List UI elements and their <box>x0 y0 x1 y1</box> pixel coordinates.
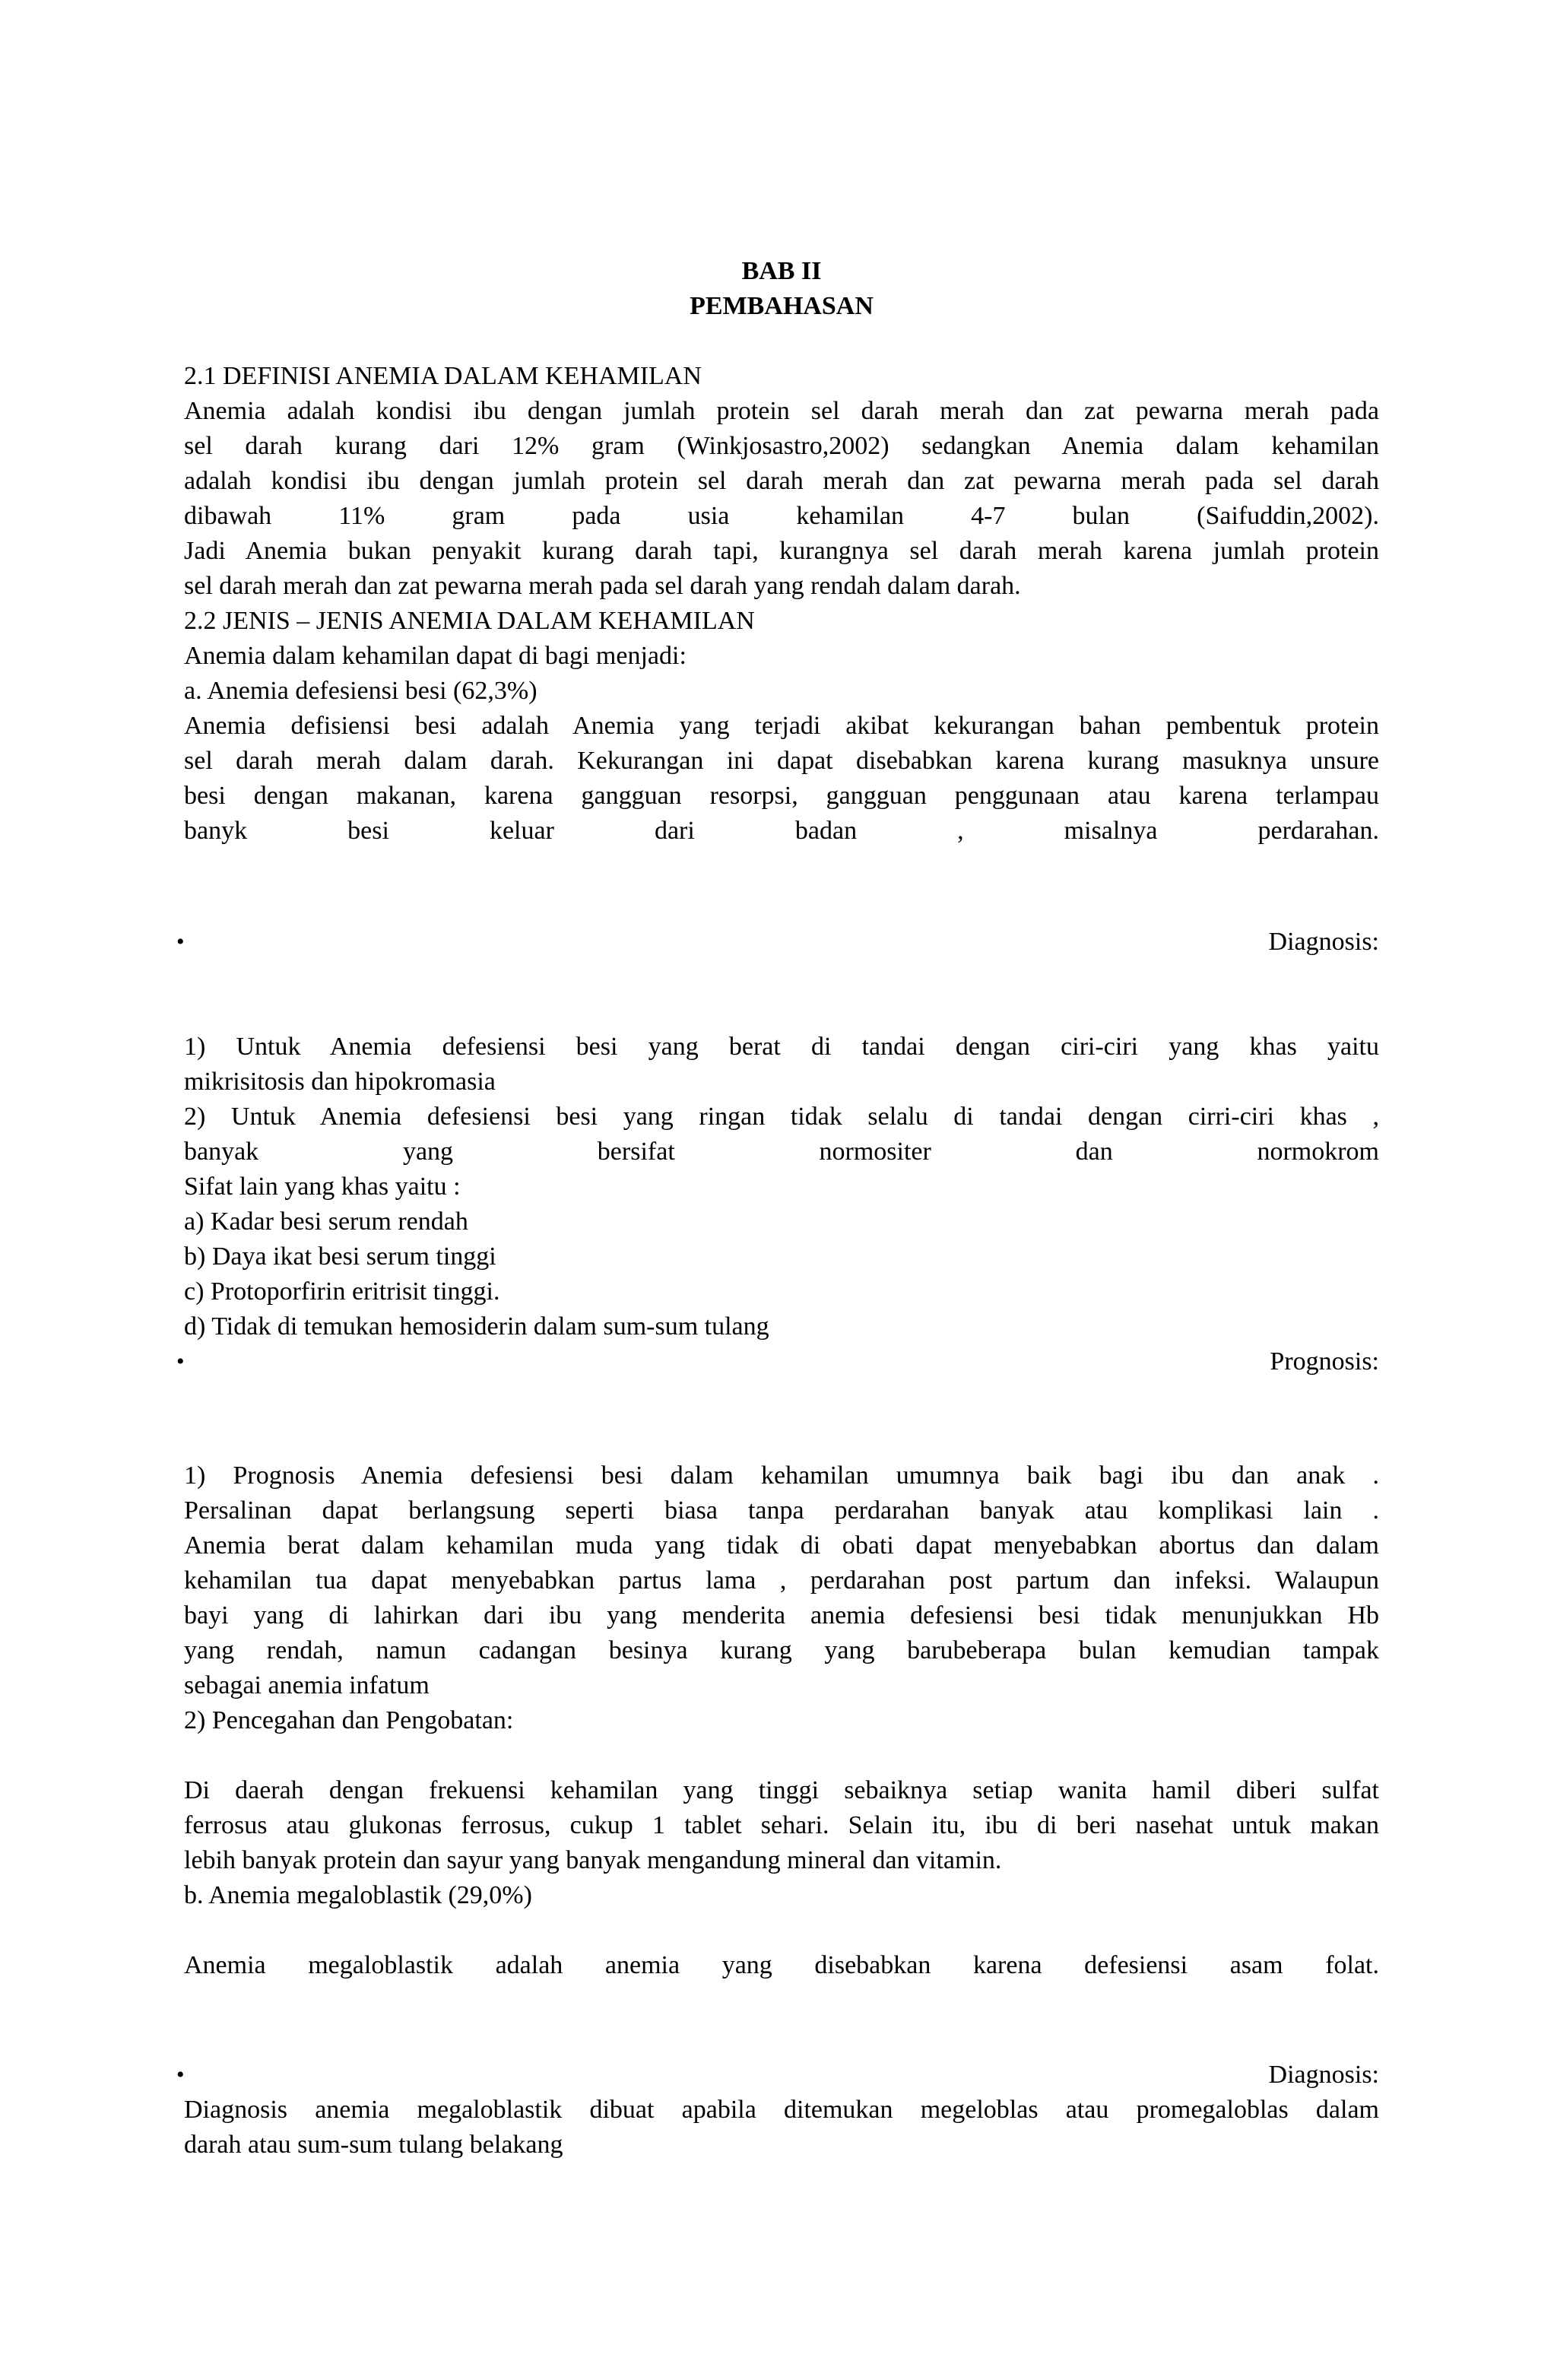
paragraph-line: sel darah kurang dari 12% gram (Winkjosastro,2002) sedangkan Anemia dalam kehamilan <box>184 432 1379 460</box>
section-intro: Anemia dalam kehamilan dapat di bagi menjadi: <box>184 642 687 670</box>
list-item: banyak yang bersifat normositer dan normokrom <box>184 1138 1379 1166</box>
list-item: c) Protoporfirin eritrisit tinggi. <box>184 1277 500 1306</box>
chapter-number: BAB II <box>741 257 822 285</box>
paragraph-line: ferrosus atau glukonas ferrosus, cukup 1 tablet sehari. Selain itu, ibu di beri nasehat untuk makan <box>184 1811 1379 1839</box>
list-item: 1) Untuk Anemia defesiensi besi yang berat di tandai dengan ciri-ciri yang khas yaitu <box>184 1033 1379 1061</box>
bullet-icon: • <box>176 1349 185 1374</box>
subsection-heading: 2) Pencegahan dan Pengobatan: <box>184 1706 514 1734</box>
paragraph-line: Jadi Anemia bukan penyakit kurang darah tapi, kurangnya sel darah merah karena jumlah protein <box>184 537 1379 565</box>
paragraph-line: Persalinan dapat berlangsung seperti biasa tanpa perdarahan banyak atau komplikasi lain . <box>184 1496 1379 1525</box>
paragraph-line: besi dengan makanan, karena gangguan resorpsi, gangguan penggunaan atau karena terlampau <box>184 782 1379 810</box>
list-item: a) Kadar besi serum rendah <box>184 1207 468 1236</box>
bullet-icon: • <box>176 2062 185 2087</box>
paragraph-line: dibawah 11% gram pada usia kehamilan 4-7 bulan (Saifuddin,2002). <box>184 502 1379 530</box>
section-heading-2-2: 2.2 JENIS – JENIS ANEMIA DALAM KEHAMILAN <box>184 607 755 635</box>
paragraph-line: bayi yang di lahirkan dari ibu yang menderita anemia defesiensi besi tidak menunjukkan Hb <box>184 1601 1379 1630</box>
list-item: Sifat lain yang khas yaitu : <box>184 1173 461 1201</box>
paragraph-line: sel darah merah dan zat pewarna merah pada sel darah yang rendah dalam darah. <box>184 572 1021 600</box>
prognosis-label: Prognosis: <box>1270 1347 1379 1376</box>
diagnosis-label: Diagnosis: <box>1268 928 1379 956</box>
paragraph-line: Diagnosis anemia megaloblastik dibuat apabila ditemukan megeloblas atau promegaloblas dalam <box>184 2096 1379 2124</box>
list-item: d) Tidak di temukan hemosiderin dalam sum-sum tulang <box>184 1312 769 1341</box>
paragraph-line: Anemia defisiensi besi adalah Anemia yang terjadi akibat kekurangan bahan pembentuk protein <box>184 712 1379 740</box>
chapter-title: PEMBAHASAN <box>690 292 874 320</box>
list-item: b) Daya ikat besi serum tinggi <box>184 1242 496 1271</box>
diagnosis-b-label: Diagnosis: <box>1268 2061 1379 2089</box>
list-item: mikrisitosis dan hipokromasia <box>184 1068 496 1096</box>
paragraph-line: yang rendah, namun cadangan besinya kurang yang barubeberapa bulan kemudian tampak <box>184 1636 1379 1664</box>
paragraph-line: kehamilan tua dapat menyebabkan partus lama , perdarahan post partum dan infeksi. Walaupun <box>184 1566 1379 1595</box>
paragraph-line: lebih banyak protein dan sayur yang banyak mengandung mineral dan vitamin. <box>184 1846 1002 1874</box>
paragraph-line: Anemia adalah kondisi ibu dengan jumlah protein sel darah merah dan zat pewarna merah pada <box>184 397 1379 425</box>
paragraph-line: sel darah merah dalam darah. Kekurangan ini dapat disebabkan karena kurang masuknya unsure <box>184 747 1379 775</box>
paragraph-line: Di daerah dengan frekuensi kehamilan yang tinggi sebaiknya setiap wanita hamil diberi sulfat <box>184 1776 1379 1804</box>
paragraph-line: adalah kondisi ibu dengan jumlah protein sel darah merah dan zat pewarna merah pada sel darah <box>184 467 1379 495</box>
list-item: 2) Untuk Anemia defesiensi besi yang ringan tidak selalu di tandai dengan cirri-ciri khas , <box>184 1103 1379 1131</box>
paragraph-line: Anemia megaloblastik adalah anemia yang disebabkan karena defesiensi asam folat. <box>184 1951 1379 1979</box>
paragraph-line: sebagai anemia infatum <box>184 1671 430 1699</box>
section-heading-2-1: 2.1 DEFINISI ANEMIA DALAM KEHAMILAN <box>184 362 702 390</box>
paragraph-line: 1) Prognosis Anemia defesiensi besi dalam kehamilan umumnya baik bagi ibu dan anak . <box>184 1461 1379 1490</box>
bullet-icon: • <box>176 929 185 954</box>
paragraph-line: banyk besi keluar dari badan , misalnya perdarahan. <box>184 817 1379 845</box>
paragraph-line: Anemia berat dalam kehamilan muda yang tidak di obati dapat menyebabkan abortus dan dalam <box>184 1531 1379 1560</box>
item-a-heading: a. Anemia defesiensi besi (62,3%) <box>184 677 537 705</box>
item-b-heading: b. Anemia megaloblastik (29,0%) <box>184 1881 532 1909</box>
paragraph-line: darah atau sum-sum tulang belakang <box>184 2131 563 2159</box>
